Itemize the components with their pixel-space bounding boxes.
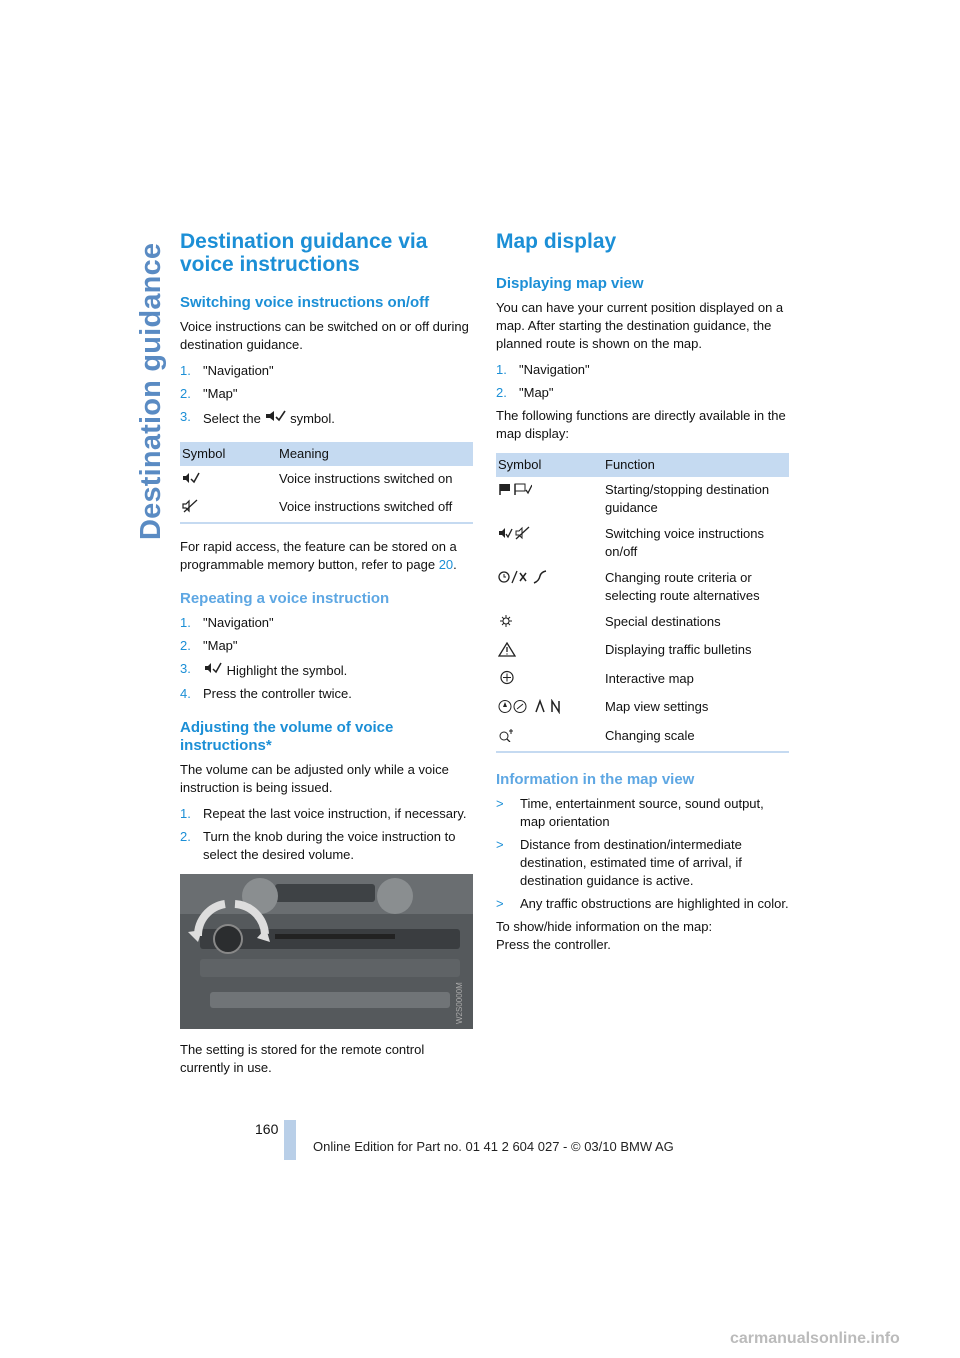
voice-on-icon <box>264 408 286 424</box>
heading-switching-voice: Switching voice instructions on/off <box>180 294 430 311</box>
heading-map-view: Displaying map view <box>496 275 644 292</box>
special-destinations-icon <box>498 613 514 629</box>
list-item: 4. Press the controller twice. <box>180 686 352 701</box>
interactive-map-icon <box>498 670 516 686</box>
left-column <box>180 230 473 1085</box>
list-item: 2. "Map" <box>496 385 554 400</box>
voice-on-icon <box>182 470 200 486</box>
section-title-voice: Destination guidance via voice instructions <box>180 230 428 276</box>
list-item: 1. "Navigation" <box>180 615 274 630</box>
list-item: 1. Repeat the last voice instruction, if necessary. <box>180 806 467 821</box>
intro-switching: Voice instructions can be switched on or off during destination guidance. <box>180 319 469 352</box>
destination-flag-icon <box>498 481 532 497</box>
quick-access-note: For rapid access, the feature can be stored on a programmable memory button, refer to page 20. <box>180 539 457 572</box>
volume-outro: The setting is stored for the remote control currently in use. <box>180 1042 425 1075</box>
table-header-symbol: Symbol <box>496 453 605 477</box>
table-header-function: Function <box>605 453 789 477</box>
heading-adjusting-volume: Adjusting the volume of voice instructions* <box>180 719 394 754</box>
watermark: carmanualsonline.info <box>730 1330 900 1347</box>
table-header-meaning: Meaning <box>279 442 473 466</box>
page-link[interactable]: 20 <box>438 557 454 572</box>
chapter-sidebar <box>110 230 167 550</box>
table-row: Map view settings <box>496 694 789 723</box>
footer-accent-bar <box>284 1120 296 1160</box>
voice-on-icon <box>203 660 223 676</box>
heading-map-info: Information in the map view <box>496 770 695 788</box>
list-item: 2. "Map" <box>180 638 238 653</box>
show-hide-info: To show/hide information on the map: Press the controller. <box>496 918 713 952</box>
section-title-map: Map display <box>496 230 617 253</box>
table-row: Switching voice instructions on/off <box>496 521 789 565</box>
right-column <box>496 230 789 962</box>
control-panel-photo <box>180 874 473 1029</box>
chapter-title: Destination guidance <box>135 242 167 540</box>
table-row: Changing route criteria or selecting route alternatives <box>496 565 789 609</box>
traffic-warning-icon <box>498 641 516 657</box>
voice-off-icon <box>182 498 200 514</box>
table-header-symbol: Symbol <box>180 442 279 466</box>
table-row: Special destinations <box>496 609 789 637</box>
functions-intro: The following functions are directly available in the map display: <box>496 408 786 441</box>
route-criteria-icon <box>498 569 548 585</box>
table-row: Voice instructions switched on <box>180 466 473 494</box>
list-item: > Time, entertainment source, sound output, map orientation <box>496 795 764 829</box>
intro-map: You can have your current position displayed on a map. After starting the destination guidance, the planned route is shown on the map. <box>496 300 784 351</box>
list-item: 2. "Map" <box>180 386 238 401</box>
list-item: 1. "Navigation" <box>180 363 274 378</box>
list-item: 3. Highlight the symbol. <box>180 661 348 678</box>
page-number: 160 <box>255 1121 279 1137</box>
edition-footer: Online Edition for Part no. 01 41 2 604 027 - © 03/10 BMW AG <box>313 1139 674 1154</box>
voice-toggle-icon <box>498 525 532 541</box>
table-row: Interactive map <box>496 666 789 695</box>
map-function-table <box>496 453 789 753</box>
map-view-settings-icon <box>498 698 562 714</box>
table-row: Starting/stopping destination guidance <box>496 477 789 521</box>
image-code: W2S0000M <box>455 982 464 1024</box>
list-item: > Any traffic obstructions are highlighted in color. <box>496 895 789 911</box>
table-row: Voice instructions switched off <box>180 494 473 523</box>
list-item: 3. Select the symbol. <box>180 409 335 426</box>
intro-volume: The volume can be adjusted only while a voice instruction is being issued. <box>180 762 449 795</box>
voice-symbol-table <box>180 442 473 524</box>
list-item: > Distance from destination/intermediate destination, estimated time of arrival, if destination guidance is active. <box>496 836 742 888</box>
list-item: 2. Turn the knob during the voice instruction to select the desired volume. <box>180 829 456 862</box>
scale-icon <box>498 727 516 743</box>
heading-repeating: Repeating a voice instruction <box>180 590 390 607</box>
table-row: Displaying traffic bulletins <box>496 637 789 666</box>
table-row: Changing scale <box>496 723 789 752</box>
list-item: 1. "Navigation" <box>496 362 590 377</box>
